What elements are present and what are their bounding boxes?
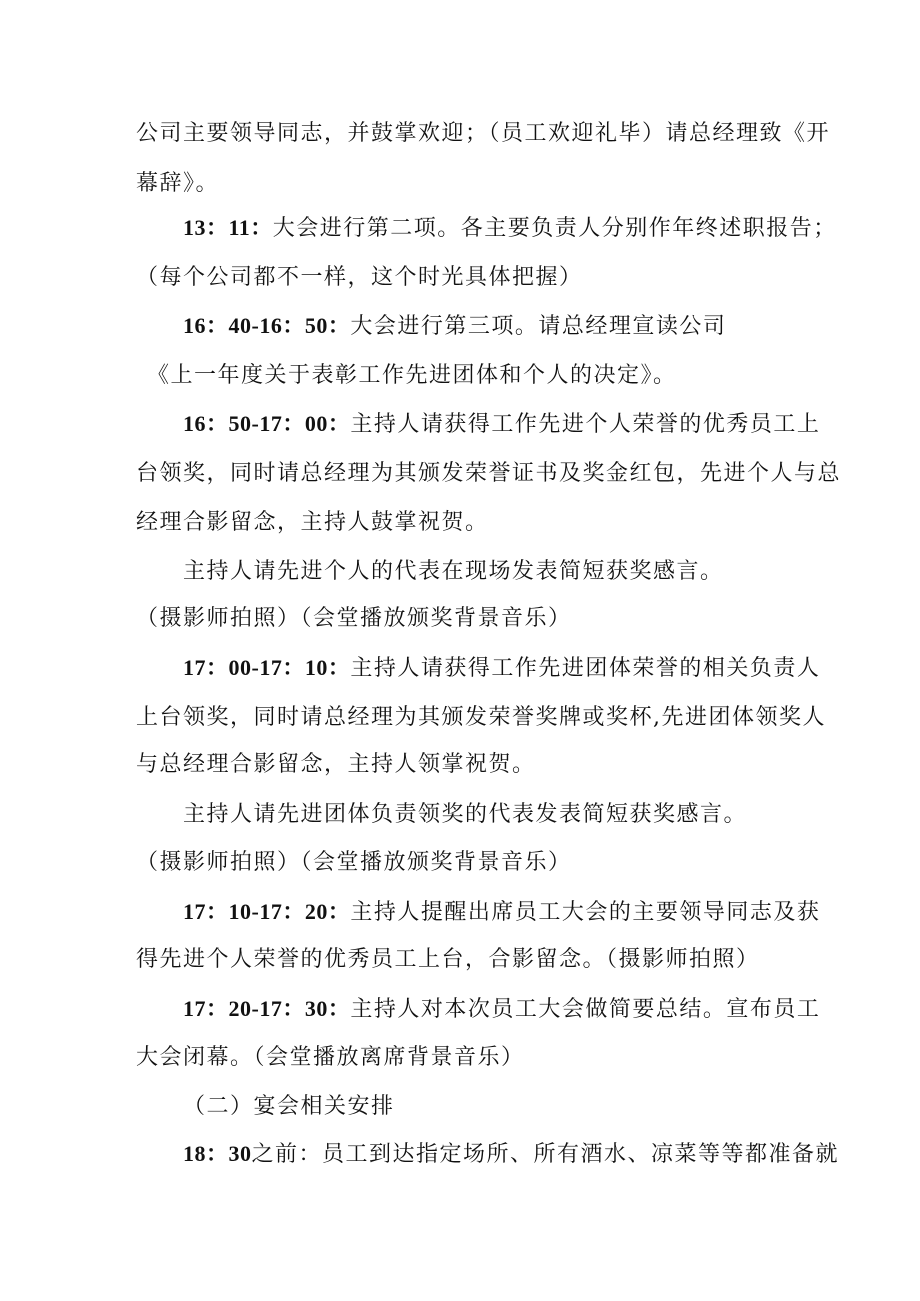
text-line: 17：00-17：10：主持人请获得工作先进团体荣誉的相关负责人 (183, 655, 821, 681)
text-line: 13：11：大会进行第二项。各主要负责人分别作年终述职报告； (183, 215, 837, 241)
text-line: 幕辞》。 (136, 171, 220, 196)
text-line: 16：50-17：00：主持人请获得工作先进个人荣誉的优秀员工上 (183, 411, 821, 437)
text-line: 与总经理合影留念，主持人领掌祝贺。 (136, 752, 536, 777)
text-line: （摄影师拍照）（会堂播放颁奖背景音乐） (136, 606, 572, 631)
text-line: 台领奖，同时请总经理为其颁发荣誉证书及奖金红包，先进个人与总 (136, 461, 842, 486)
section-heading: （二）宴会相关安排 (183, 1094, 395, 1119)
text-line: 18：30之前：员工到达指定场所、所有酒水、凉菜等等都准备就 (183, 1141, 840, 1167)
text-line: 《上一年度关于表彰工作先进团体和个人的决定》。 (147, 363, 677, 388)
text-line: 16：40-16：50：大会进行第三项。请总经理宣读公司 (183, 313, 727, 339)
text-line: 公司主要领导同志，并鼓掌欢迎；（员工欢迎礼毕）请总经理致《开 (136, 121, 831, 146)
text-line: 主持人请先进个人的代表在现场发表简短获奖感言。 (183, 559, 724, 584)
text-line: 17：20-17：30：主持人对本次员工大会做简要总结。宣布员工 (183, 996, 821, 1022)
text-line: （每个公司都不一样，这个时光具体把握） (136, 265, 583, 290)
text-line: 17：10-17：20：主持人提醒出席员工大会的主要领导同志及获 (183, 899, 821, 925)
text-line: 上台领奖，同时请总经理为其颁发荣誉奖牌或奖杯,先进团体领奖人 (136, 705, 826, 730)
text-line: 大会闭幕。（会堂播放离席背景音乐） (136, 1045, 525, 1070)
text-line: （摄影师拍照）（会堂播放颁奖背景音乐） (136, 850, 572, 875)
text-line: 经理合影留念，主持人鼓掌祝贺。 (136, 510, 489, 535)
text-line: 得先进个人荣誉的优秀员工上台，合影留念。（摄影师拍照） (136, 947, 760, 972)
text-line: 主持人请先进团体负责领奖的代表发表简短获奖感言。 (183, 802, 748, 827)
